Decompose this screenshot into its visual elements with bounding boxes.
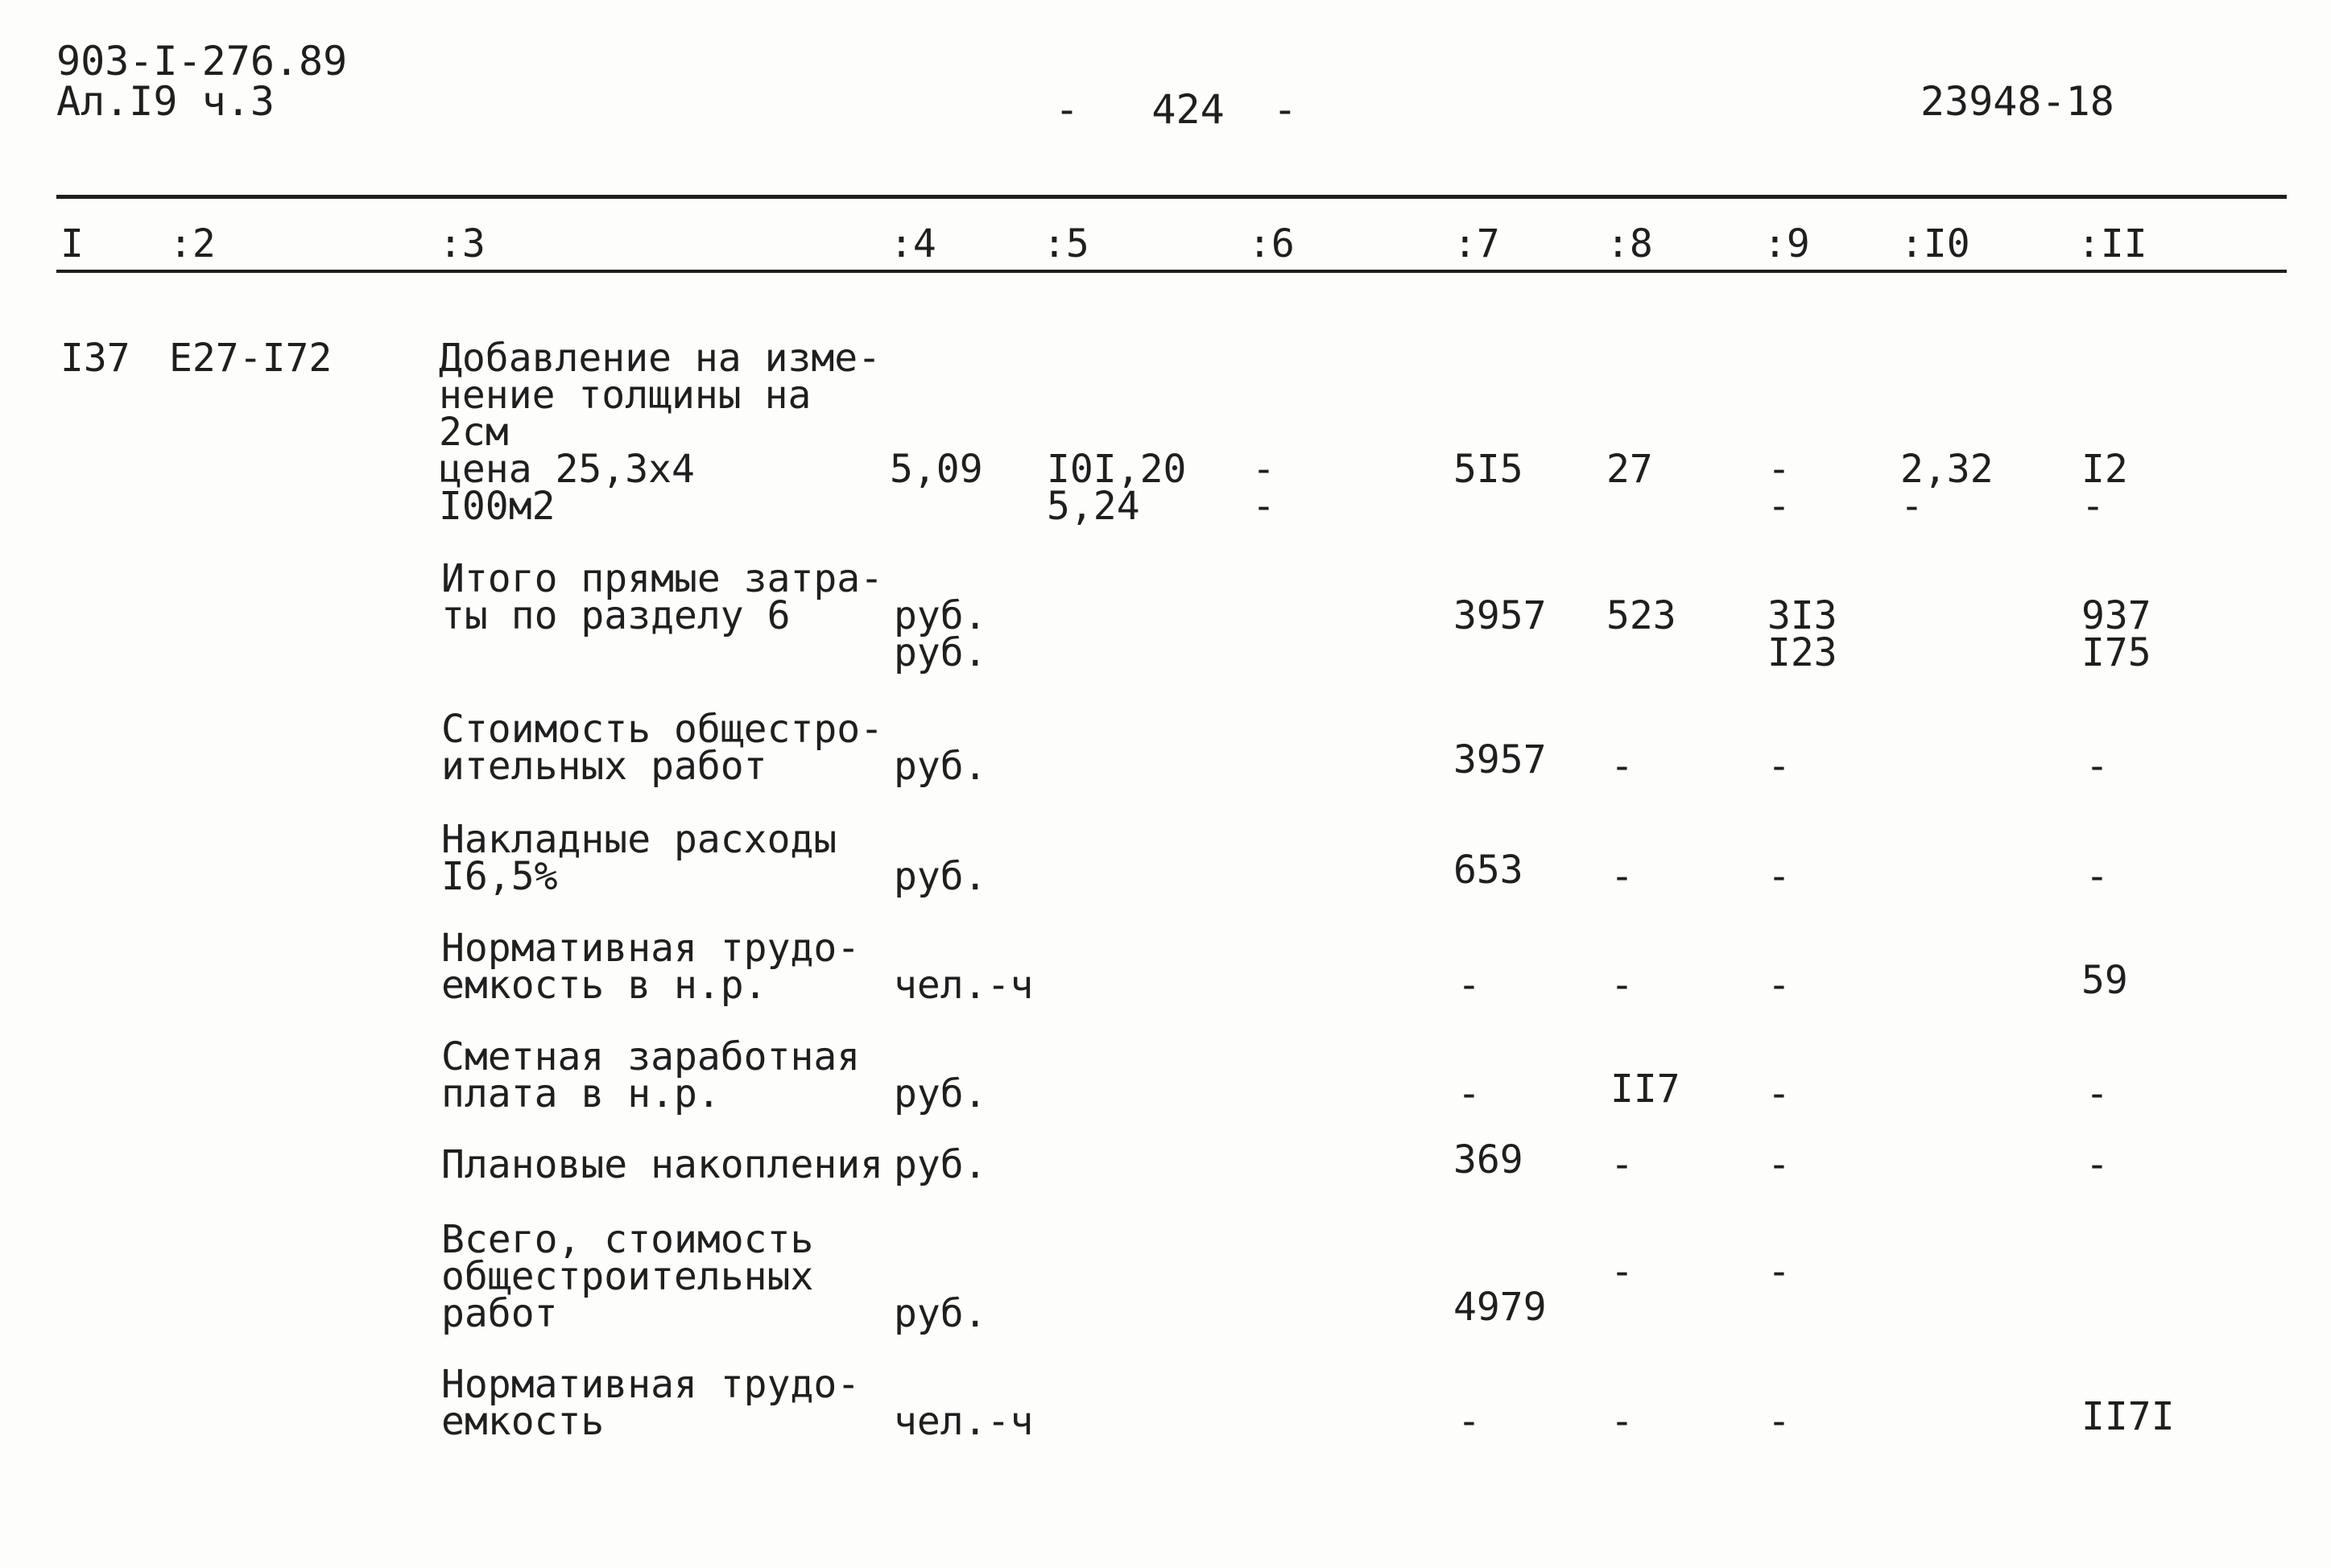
summary-unit: руб. руб. [894,593,987,675]
summary-col11: II7I [2081,1394,2175,1439]
summary-label: Нормативная трудо- емкость [441,1362,861,1444]
summary-unit: чел.-ч [894,963,1034,1008]
row-col6: - - [1252,447,1275,529]
column-header: :4 [890,221,936,266]
summary-label: Стоимость общестро- ительных работ [441,707,884,789]
column-header: :7 [1453,221,1500,266]
summary-unit: чел.-ч [894,1399,1034,1444]
page-number: - 424 - [1055,86,1298,133]
summary-col9: - [1767,854,1791,899]
summary-label: Итого прямые затра- ты по разделу 6 [441,556,884,638]
summary-label: Сметная заработная плата в н.р. [441,1034,861,1116]
summary-col8: - [1610,1142,1634,1187]
summary-col11: - [2085,1071,2109,1116]
column-header: :6 [1248,221,1295,266]
summary-col9: - [1767,963,1791,1008]
summary-col7: - [1457,1399,1481,1444]
document-code: 903-I-276.89 [56,38,348,85]
summary-unit: руб. [894,854,987,899]
summary-label: Накладные расходы I6,5% [441,817,837,899]
summary-unit: руб. [894,1071,987,1116]
row-col10: 2,32 - [1900,447,1994,529]
summary-col8: - [1610,1249,1634,1294]
summary-col8: II7 [1610,1067,1680,1112]
summary-col11: - [2085,744,2109,789]
summary-unit: руб. [894,744,987,789]
summary-label: Плановые накопления [441,1142,884,1187]
summary-col8: - [1610,1399,1634,1444]
summary-col8: - [1610,963,1634,1008]
summary-col11: 59 [2081,958,2128,1003]
column-header: :8 [1606,221,1653,266]
summary-col8: 523 [1606,593,1676,638]
summary-col8: - [1610,744,1634,789]
summary-col9: - [1767,1142,1791,1187]
row-col7: 5I5 [1453,447,1523,492]
row-col9: - - [1767,447,1791,529]
row-col8: 27 [1606,447,1653,492]
column-header: :9 [1763,221,1810,266]
summary-unit: руб. [894,1142,987,1187]
summary-col7: 3957 [1453,593,1547,638]
sheet-number: 23948-18 [1920,78,2114,125]
summary-col11: 937 I75 [2081,593,2151,675]
column-header: :I0 [1900,221,1970,266]
summary-col7: 369 [1453,1137,1523,1182]
row-description: Добавление на изме- нение толщины на 2см цена 25,3х4 I00м2 [439,336,882,529]
summary-col9: - [1767,744,1791,789]
column-header: I [60,221,84,266]
column-header: :5 [1043,221,1089,266]
summary-label: Нормативная трудо- емкость в н.р. [441,926,861,1008]
row-col4: 5,09 [890,447,983,492]
summary-col9: - [1767,1071,1791,1116]
summary-col9: - [1767,1399,1791,1444]
row-code: E27-I72 [169,336,333,381]
summary-col11: - [2085,1142,2109,1187]
column-header: :3 [439,221,486,266]
summary-col7: - [1457,1071,1481,1116]
summary-col7: - [1457,963,1481,1008]
column-header: :2 [169,221,216,266]
row-col5: I0I,20 5,24 [1047,447,1187,529]
column-header: :II [2077,221,2147,266]
summary-col7: 3957 [1453,737,1547,782]
summary-col7: 653 [1453,848,1523,893]
row-number: I37 [60,336,130,381]
album-reference: Ал.I9 ч.3 [56,78,275,125]
summary-col9: 3I3 I23 [1767,593,1837,675]
row-col11: I2 - [2081,447,2128,529]
summary-unit: руб. [894,1291,987,1336]
summary-col8: - [1610,854,1634,899]
summary-label: Всего, стоимость общестроительных работ [441,1217,814,1336]
header-rule [56,270,2287,273]
summary-col11: - [2085,854,2109,899]
top-rule [56,195,2287,199]
summary-col9: - [1767,1249,1791,1294]
summary-col7: 4979 [1453,1285,1547,1330]
